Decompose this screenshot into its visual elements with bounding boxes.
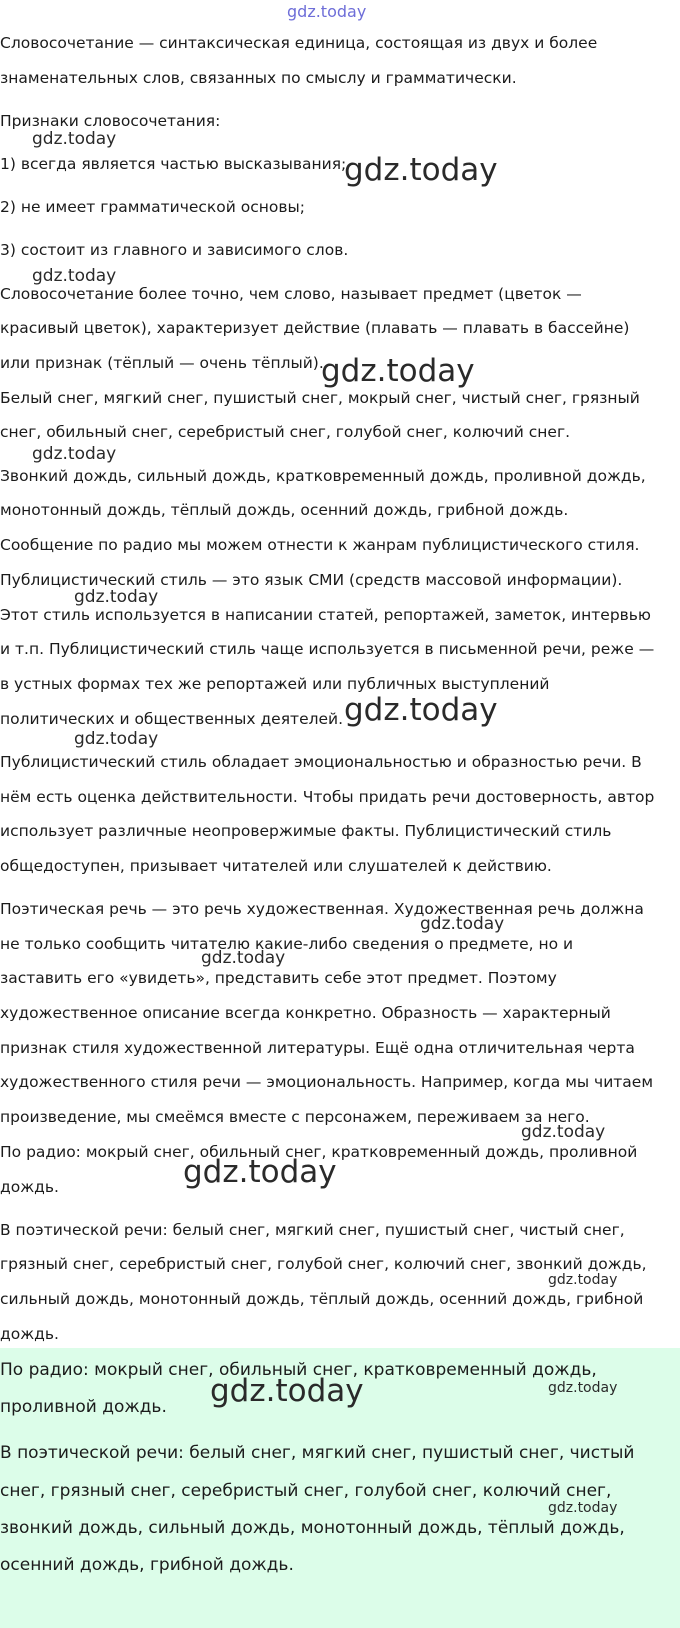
text-line: художественное описание всегда конкретно. Образность — характерный bbox=[0, 1004, 611, 1022]
text-line: не только сообщить читателю какие-либо сведения о предмете, но и bbox=[0, 935, 574, 953]
text-line: нём есть оценка действительности. Чтобы придать речи достоверность, автор bbox=[0, 788, 655, 806]
text-line: снег, обильный снег, серебристый снег, голубой снег, колючий снег. bbox=[0, 423, 571, 441]
watermark: gdz.today bbox=[32, 266, 117, 286]
text-line: Поэтическая речь — это речь художественная. Художественная речь должна bbox=[0, 900, 644, 918]
watermark: gdz.today bbox=[74, 587, 159, 607]
text-line: Словосочетание более точно, чем слово, называет предмет (цветок — bbox=[0, 285, 582, 303]
text-line: 3) состоит из главного и зависимого слов. bbox=[0, 241, 349, 259]
watermark: gdz.today bbox=[548, 1500, 618, 1516]
text-line: Белый снег, мягкий снег, пушистый снег, мокрый снег, чистый снег, грязный bbox=[0, 389, 640, 407]
watermark: gdz.today bbox=[32, 444, 117, 464]
watermark: gdz.today bbox=[32, 129, 117, 149]
answer-line: По радио: мокрый снег, обильный снег, кратковременный дождь, bbox=[0, 1360, 597, 1380]
text-line: заставить его «увидеть», представить себе этот предмет. Поэтому bbox=[0, 969, 557, 987]
text-line: общедоступен, призывает читателей или слушателей к действию. bbox=[0, 857, 552, 875]
text-line: или признак (тёплый — очень тёплый). bbox=[0, 354, 324, 372]
answer-line: осенний дождь, грибной дождь. bbox=[0, 1555, 294, 1575]
text-line: 1) всегда является частью высказывания; bbox=[0, 155, 347, 173]
watermark: gdz.today bbox=[201, 948, 286, 968]
text-line: грязный снег, серебристый снег, голубой снег, колючий снег, звонкий дождь, bbox=[0, 1255, 647, 1273]
watermark: gdz.today bbox=[344, 692, 498, 728]
text-line: Признаки словосочетания: bbox=[0, 112, 221, 130]
text-line: В поэтической речи: белый снег, мягкий снег, пушистый снег, чистый снег, bbox=[0, 1221, 625, 1239]
answer-line: звонкий дождь, сильный дождь, монотонный дождь, тёплый дождь, bbox=[0, 1518, 625, 1538]
text-line: красивый цветок), характеризует действие (плавать — плавать в бассейне) bbox=[0, 319, 630, 337]
text-line: признак стиля художественной литературы. Ещё одна отличительная черта bbox=[0, 1039, 635, 1057]
text-line: Сообщение по радио мы можем отнести к жанрам публицистического стиля. bbox=[0, 536, 640, 554]
text-line: знаменательных слов, связанных по смыслу и грамматически. bbox=[0, 69, 517, 87]
watermark: gdz.today bbox=[548, 1380, 618, 1396]
text-line: 2) не имеет грамматической основы; bbox=[0, 198, 305, 216]
watermark: gdz.today bbox=[321, 353, 475, 389]
text-line: Публицистический стиль — это язык СМИ (средств массовой информации). bbox=[0, 571, 623, 589]
text-line: Этот стиль используется в написании статей, репортажей, заметок, интервью bbox=[0, 606, 651, 624]
text-line: дождь. bbox=[0, 1325, 59, 1343]
watermark-top: gdz.today bbox=[287, 2, 367, 21]
text-line: Словосочетание — синтаксическая единица, состоящая из двух и более bbox=[0, 34, 598, 52]
text-line: дождь. bbox=[0, 1178, 59, 1196]
answer-line: снег, грязный снег, серебристый снег, голубой снег, колючий снег, bbox=[0, 1481, 612, 1501]
text-line: Звонкий дождь, сильный дождь, кратковременный дождь, проливной дождь, bbox=[0, 467, 646, 485]
text-line: политических и общественных деятелей. bbox=[0, 710, 344, 728]
text-line: произведение, мы смеёмся вместе с персонажем, переживаем за него. bbox=[0, 1108, 590, 1126]
watermark: gdz.today bbox=[210, 1373, 364, 1409]
watermark: gdz.today bbox=[521, 1122, 606, 1142]
watermark: gdz.today bbox=[344, 152, 498, 188]
text-line: художественного стиля речи — эмоциональность. Например, когда мы читаем bbox=[0, 1073, 654, 1091]
text-line: По радио: мокрый снег, обильный снег, кратковременный дождь, проливной bbox=[0, 1143, 638, 1161]
text-line: в устных формах тех же репортажей или публичных выступлений bbox=[0, 675, 550, 693]
watermark: gdz.today bbox=[183, 1154, 337, 1190]
text-line: Публицистический стиль обладает эмоциональностью и образностью речи. В bbox=[0, 753, 642, 771]
answer-line: проливной дождь. bbox=[0, 1397, 167, 1417]
watermark: gdz.today bbox=[74, 729, 159, 749]
watermark: gdz.today bbox=[548, 1272, 618, 1288]
text-line: монотонный дождь, тёплый дождь, осенний дождь, грибной дождь. bbox=[0, 501, 569, 519]
watermark: gdz.today bbox=[420, 914, 505, 934]
answer-line: В поэтической речи: белый снег, мягкий снег, пушистый снег, чистый bbox=[0, 1443, 635, 1463]
text-line: использует различные неопровержимые факты. Публицистический стиль bbox=[0, 822, 612, 840]
text-line: сильный дождь, монотонный дождь, тёплый дождь, осенний дождь, грибной bbox=[0, 1290, 644, 1308]
text-line: и т.п. Публицистический стиль чаще используется в письменной речи, реже — bbox=[0, 640, 655, 658]
